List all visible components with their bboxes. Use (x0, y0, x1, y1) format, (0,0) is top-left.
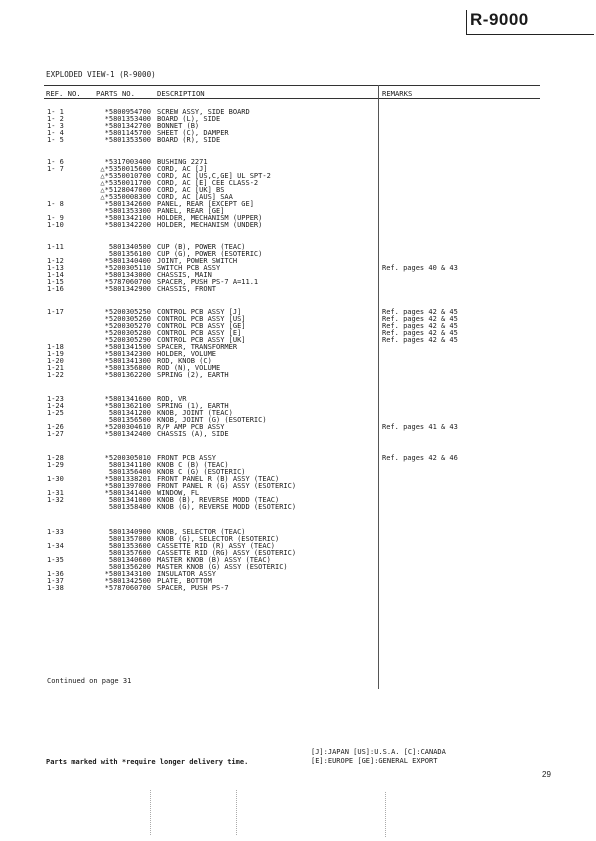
description: FRONT PCB ASSY (157, 454, 217, 462)
description: CORD, AC [E] CEE CLASS-2 (157, 179, 259, 187)
description: JOINT, POWER SWITCH (157, 257, 238, 265)
ref-number: 1-19 (47, 350, 64, 358)
description: SWITCH PCB ASSY (157, 264, 221, 272)
part-number: *5200305270 (104, 322, 151, 330)
description: WINDOW, FL (157, 489, 200, 497)
ref-number: 1-30 (47, 475, 64, 483)
description: CHASSIS (A), SIDE (157, 430, 229, 438)
description: SPACER, PUSH PS-7 (157, 584, 229, 592)
part-number: *5200305260 (104, 315, 151, 323)
description: SPACER, TRANSFORMER (157, 343, 238, 351)
ref-number: 1-27 (47, 430, 64, 438)
ref-number: 1-10 (47, 221, 64, 229)
ref-number: 1-21 (47, 364, 64, 372)
description: CUP (B), POWER (TEAC) (157, 243, 246, 251)
description: KNOB (G), REVERSE MODD (ESOTERIC) (157, 503, 297, 511)
ref-number: 1-20 (47, 357, 64, 365)
market-legend-line2: [E]:EUROPE [GE]:GENERAL EXPORT (311, 757, 438, 765)
description: CHASSIS, MAIN (157, 271, 212, 279)
page-title: EXPLODED VIEW-1 (R-9000) (46, 70, 156, 79)
description: HOLDER, MECHANISM (UNDER) (157, 221, 263, 229)
table-row (0, 371, 596, 379)
description: FRONT PANEL R (G) ASSY (ESOTERIC) (157, 482, 297, 490)
part-number: *5801338201 (104, 475, 151, 483)
continued-note: Continued on page 31 (47, 677, 132, 685)
part-number: *5787060700 (104, 278, 151, 286)
part-number: *5801353300 (104, 207, 151, 215)
description: SHEET (C), DAMPER (157, 129, 229, 137)
remarks: Ref. pages 42 & 45 (382, 308, 458, 316)
part-number: *5200305110 (104, 264, 151, 272)
part-number: *5200305250 (104, 308, 151, 316)
remarks: Ref. pages 41 & 43 (382, 423, 458, 431)
ref-number: 1-22 (47, 371, 64, 379)
ref-number: 1-25 (47, 409, 64, 417)
ref-number: 1-18 (47, 343, 64, 351)
ref-number: 1-31 (47, 489, 64, 497)
part-number: *5800954700 (104, 108, 151, 116)
part-number: *5200305290 (104, 336, 151, 344)
part-number: 5801353600 (108, 542, 151, 550)
column-header-remarks: REMARKS (382, 89, 413, 98)
ref-number: 1- 8 (47, 200, 64, 208)
description: CASSETTE RID (RG) ASSY (ESOTERIC) (157, 549, 297, 557)
description: FRONT PANEL R (B) ASSY (TEAC) (157, 475, 280, 483)
description: CONTROL PCB ASSY [US] (157, 315, 246, 323)
scan-artifact (385, 792, 386, 837)
part-number: 5801357000 (108, 535, 151, 543)
column-header-ref: REF. NO. (46, 89, 81, 98)
table-row (0, 136, 596, 144)
description: HOLDER, VOLUME (157, 350, 217, 358)
ref-number: 1-24 (47, 402, 64, 410)
table-row (0, 503, 596, 511)
description: PANEL, REAR [GE] (157, 207, 225, 215)
part-number: *5801342500 (104, 577, 151, 585)
header-rule-vertical (466, 10, 467, 34)
part-number: 5801357600 (108, 549, 151, 557)
ref-number: 1-12 (47, 257, 64, 265)
delivery-note: Parts marked with *require longer delivery time. (46, 758, 249, 766)
table-top-rule (44, 85, 540, 86)
part-number: 5801340500 (108, 243, 151, 251)
description: KNOB C (G) (ESOTERIC) (157, 468, 246, 476)
table-header-rule (44, 98, 540, 99)
part-number: 5801340600 (108, 556, 151, 564)
description: CORD, AC [J] (157, 165, 208, 173)
part-number: △*5350015600 (100, 165, 151, 173)
part-number: *5801145700 (104, 129, 151, 137)
description: KNOB C (B) (TEAC) (157, 461, 229, 469)
description: INSULATOR ASSY (157, 570, 217, 578)
part-number: *5801341300 (104, 357, 151, 365)
part-number: △*5350008300 (100, 193, 151, 201)
description: CONTROL PCB ASSY [E] (157, 329, 242, 337)
market-legend-line1: [J]:JAPAN [US]:U.S.A. [C]:CANADA (311, 748, 446, 756)
ref-number: 1-17 (47, 308, 64, 316)
part-number: *5801342300 (104, 350, 151, 358)
part-number: *5801362200 (104, 371, 151, 379)
ref-number: 1-14 (47, 271, 64, 279)
remarks: Ref. pages 42 & 45 (382, 315, 458, 323)
part-number: *5801342600 (104, 200, 151, 208)
description: BOARD (L), SIDE (157, 115, 221, 123)
description: BOARD (R), SIDE (157, 136, 221, 144)
ref-number: 1-35 (47, 556, 64, 564)
part-number: △*5128047000 (100, 186, 151, 194)
part-number: *5801342700 (104, 122, 151, 130)
scan-artifact (236, 790, 237, 835)
part-number: 5801340900 (108, 528, 151, 536)
table-row (0, 221, 596, 229)
part-number: 5801356500 (108, 416, 151, 424)
description: PLATE, BOTTOM (157, 577, 212, 585)
part-number: *5801341500 (104, 343, 151, 351)
part-number: 5801356200 (108, 563, 151, 571)
description: KNOB (G), SELECTOR (ESOTERIC) (157, 535, 280, 543)
part-number: 5801341200 (108, 409, 151, 417)
description: CONTROL PCB ASSY [J] (157, 308, 242, 316)
ref-number: 1- 2 (47, 115, 64, 123)
description: ROD (N), VOLUME (157, 364, 221, 372)
description: MASTER KNOB (G) ASSY (ESOTERIC) (157, 563, 288, 571)
part-number: *5801353500 (104, 136, 151, 144)
part-number: *5200305280 (104, 329, 151, 337)
ref-number: 1- 5 (47, 136, 64, 144)
part-number: *5317003400 (104, 158, 151, 166)
ref-number: 1-38 (47, 584, 64, 592)
part-number: 5801341000 (108, 496, 151, 504)
page-number: 29 (542, 770, 551, 779)
ref-number: 1- 7 (47, 165, 64, 173)
description: KNOB, JOINT (TEAC) (157, 409, 233, 417)
description: HOLDER, MECHANISM (UPPER) (157, 214, 263, 222)
part-number: *5801342100 (104, 214, 151, 222)
ref-number: 1-32 (47, 496, 64, 504)
description: MASTER KNOB (B) ASSY (TEAC) (157, 556, 271, 564)
part-number: *5200304610 (104, 423, 151, 431)
description: KNOB, JOINT (G) (ESOTERIC) (157, 416, 267, 424)
part-number: *5801362100 (104, 402, 151, 410)
part-number: *5801356800 (104, 364, 151, 372)
part-number: *5801342200 (104, 221, 151, 229)
part-number: 5801356400 (108, 468, 151, 476)
part-number: *5801343000 (104, 271, 151, 279)
description: SCREW ASSY, SIDE BOARD (157, 108, 250, 116)
part-number: 5801356100 (108, 250, 151, 258)
part-number: *5801342900 (104, 285, 151, 293)
ref-number: 1-37 (47, 577, 64, 585)
ref-number: 1- 4 (47, 129, 64, 137)
remarks: Ref. pages 42 & 46 (382, 454, 458, 462)
part-number: △*5350011700 (100, 179, 151, 187)
part-number: *5200305010 (104, 454, 151, 462)
description: PANEL, REAR [EXCEPT GE] (157, 200, 254, 208)
part-number: *5801341400 (104, 489, 151, 497)
description: SPRING (1), EARTH (157, 402, 229, 410)
ref-number: 1-15 (47, 278, 64, 286)
description: BUSHING 2271 (157, 158, 208, 166)
part-number: *5787060700 (104, 584, 151, 592)
ref-number: 1- 3 (47, 122, 64, 130)
description: KNOB, SELECTOR (TEAC) (157, 528, 246, 536)
part-number: *5801340400 (104, 257, 151, 265)
part-number: *5801343100 (104, 570, 151, 578)
ref-number: 1-33 (47, 528, 64, 536)
remarks: Ref. pages 42 & 45 (382, 322, 458, 330)
remarks: Ref. pages 40 & 43 (382, 264, 458, 272)
ref-number: 1- 9 (47, 214, 64, 222)
description: ROD, KNOB (C) (157, 357, 212, 365)
scan-artifact (150, 790, 151, 835)
description: CORD, AC [AUS] SAA (157, 193, 233, 201)
remarks: Ref. pages 42 & 45 (382, 336, 458, 344)
ref-number: 1-16 (47, 285, 64, 293)
description: SPACER, PUSH PS-7 A=11.1 (157, 278, 259, 286)
column-header-part: PARTS NO. (96, 89, 135, 98)
description: SPRING (2), EARTH (157, 371, 229, 379)
ref-number: 1-23 (47, 395, 64, 403)
description: CORD, AC [UK] BS (157, 186, 225, 194)
description: CONTROL PCB ASSY [UK] (157, 336, 246, 344)
ref-number: 1-26 (47, 423, 64, 431)
description: CASSETTE RID (R) ASSY (TEAC) (157, 542, 276, 550)
ref-number: 1-28 (47, 454, 64, 462)
part-number: *5801353400 (104, 115, 151, 123)
description: KNOB (B), REVERSE MODD (TEAC) (157, 496, 280, 504)
description: CHASSIS, FRONT (157, 285, 217, 293)
description: CUP (G), POWER (ESOTERIC) (157, 250, 263, 258)
ref-number: 1- 6 (47, 158, 64, 166)
part-number: △*5350010700 (100, 172, 151, 180)
table-row (0, 584, 596, 592)
ref-number: 1-34 (47, 542, 64, 550)
part-number: *5801341600 (104, 395, 151, 403)
part-number: *5801397000 (104, 482, 151, 490)
description: ROD, VR (157, 395, 187, 403)
description: CONTROL PCB ASSY [GE] (157, 322, 246, 330)
column-header-description: DESCRIPTION (157, 89, 205, 98)
part-number: 5801358400 (108, 503, 151, 511)
part-number: *5801342400 (104, 430, 151, 438)
ref-number: 1-13 (47, 264, 64, 272)
description: R/P AMP PCB ASSY (157, 423, 225, 431)
table-row (0, 430, 596, 438)
header-rule-horizontal (466, 34, 594, 35)
ref-number: 1-11 (47, 243, 64, 251)
ref-number: 1-36 (47, 570, 64, 578)
description: CORD, AC [US,C,GE] UL SPT-2 (157, 172, 271, 180)
table-row (0, 285, 596, 293)
part-number: 5801341100 (108, 461, 151, 469)
remarks: Ref. pages 42 & 45 (382, 329, 458, 337)
ref-number: 1-29 (47, 461, 64, 469)
model-number: R-9000 (470, 10, 529, 29)
description: BONNET (B) (157, 122, 200, 130)
ref-number: 1- 1 (47, 108, 64, 116)
